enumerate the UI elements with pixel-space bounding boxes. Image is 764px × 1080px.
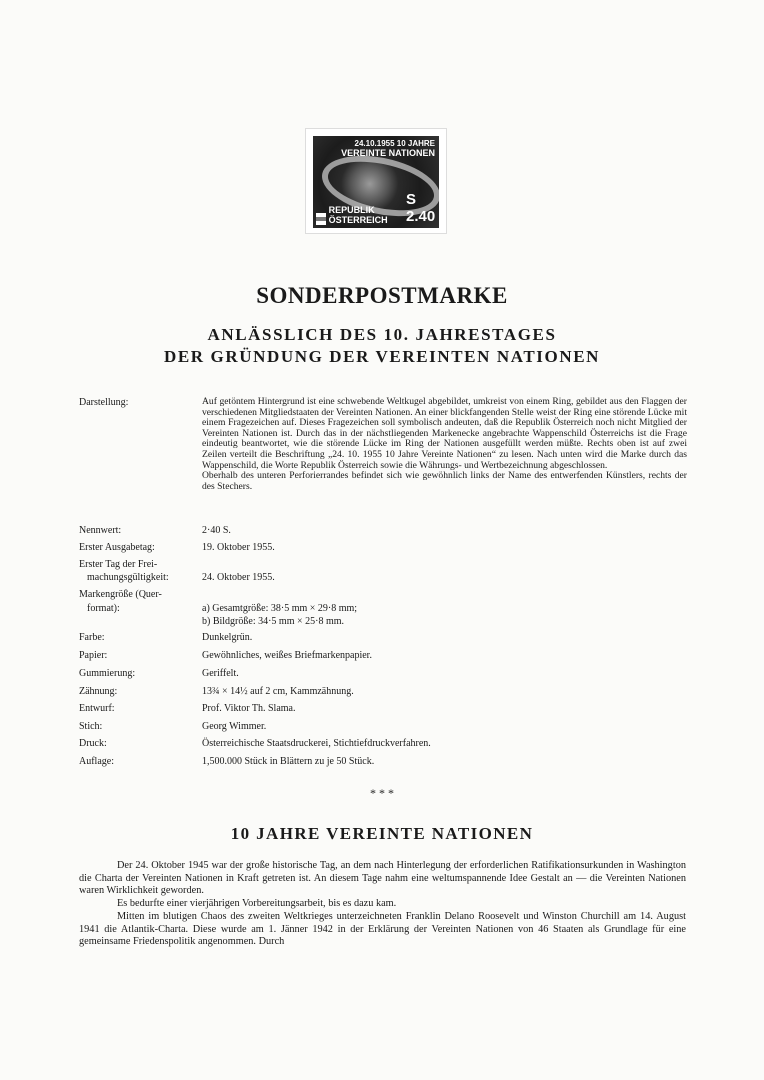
page-title: SONDERPOSTMARKE — [256, 283, 508, 308]
darstellung-text — [202, 397, 687, 492]
detail-value: 2·40 S. — [202, 525, 231, 536]
detail-label: Farbe: — [79, 632, 105, 643]
stamp-value: S 2.40 — [406, 191, 436, 225]
detail-value: Prof. Viktor Th. Slama. — [202, 703, 296, 714]
austrian-shield-icon — [316, 213, 326, 225]
subtitle-1: ANLÄSSLICH DES 10. JAHRESTAGES — [207, 325, 557, 344]
detail-label: Papier: — [79, 650, 108, 661]
paragraph: Der 24. Oktober 1945 war der große historische Tag, an dem nach Hinterlegung der erforderlichen Ratifikationsurkunden in Washington die Charta der Vereinten Nationen in Kraft getreten ist. An diesem Tage nahm eine weltumspannende Idee Gestalt an — die Vereinten Nationen waren Wirklichkeit geworden. — [79, 860, 686, 897]
detail-value: 13¾ × 14½ auf 2 cm, Kammzähnung. — [202, 686, 354, 697]
detail-value: Geriffelt. — [202, 668, 239, 679]
description-note: Oberhalb des unteren Perforierrandes befindet sich wie gewöhnlich links der Name des entwerfenden Künstlers, rechts der des Stechers. — [202, 470, 687, 492]
darstellung-label: Darstellung: — [79, 397, 129, 408]
detail-value: Georg Wimmer. — [202, 721, 267, 732]
detail-value: Österreichische Staatsdruckerei, Stichtiefdruckverfahren. — [202, 738, 431, 749]
detail-label: Erster Ausgabetag: — [79, 542, 155, 553]
detail-label-cont: machungsgültigkeit: — [87, 572, 169, 583]
subtitle-2: DER GRÜNDUNG DER VEREINTEN NATIONEN — [163, 347, 601, 366]
detail-label: Zähnung: — [79, 686, 118, 697]
body-text — [79, 860, 686, 949]
stamp-country: REPUBLIK ÖSTERREICH — [328, 205, 388, 225]
detail-value: Dunkelgrün. — [202, 632, 253, 643]
detail-value: 1,500.000 Stück in Blättern zu je 50 Stück. — [202, 756, 375, 767]
detail-label: Stich: — [79, 721, 103, 732]
detail-label: Erster Tag der Frei- — [79, 559, 158, 570]
section-title: 10 JAHRE VEREINTE NATIONEN — [230, 824, 534, 843]
detail-value: 19. Oktober 1955. — [202, 542, 275, 553]
separator-stars: * * * — [370, 786, 394, 800]
detail-value: Gewöhnliches, weißes Briefmarkenpapier. — [202, 650, 372, 661]
detail-label: Entwurf: — [79, 703, 115, 714]
detail-label: Gummierung: — [79, 668, 136, 679]
detail-label: Nennwert: — [79, 525, 122, 536]
detail-value-cont: b) Bildgröße: 34·5 mm × 25·8 mm. — [202, 616, 345, 627]
detail-label: Druck: — [79, 738, 107, 749]
paragraph: Mitten im blutigen Chaos des zweiten Weltkrieges unterzeichneten Franklin Delano Roosevelt und Winston Churchill am 14. August 1941 die Atlantik-Charta. Diese wurde am 1. Jänner 1942 in der Erklärung der Vereinten Nationen von 46 Staaten als Grundlage für eine gemeinsame Friedenspolitik angenommen. Durch — [79, 910, 686, 948]
detail-label-cont: format): — [87, 603, 120, 614]
detail-label: Markengröße (Quer- — [79, 589, 162, 600]
stamp-image — [305, 128, 447, 234]
detail-value: a) Gesamtgröße: 38·5 mm × 29·8 mm; — [202, 603, 358, 614]
stamp-date: 24.10.1955 10 JAHRE — [354, 139, 435, 148]
paragraph: Es bedurfte einer vierjährigen Vorbereitungsarbeit, bis es dazu kam. — [117, 898, 397, 910]
detail-value: 24. Oktober 1955. — [202, 572, 275, 583]
detail-label: Auflage: — [79, 756, 114, 767]
stamp-caption: VEREINTE NATIONEN — [341, 148, 435, 158]
description-paragraph: Auf getöntem Hintergrund ist eine schwebende Weltkugel abgebildet, umkreist von einem Ring, gebildet aus den Flaggen der verschiedenen Mitgliedstaaten der Vereinten Nationen. An einer blickfangenden Stelle weist der Ring eine störende Lücke mit einem Fragezeichen auf. Dieses Fragezeichen soll symbolisch andeuten, daß die Republik Österreich noch nicht Mitglied der Vereinten Nationen ist. Durch das in der nächstliegenden Markenecke angebrachte Wappenschild Österreichs ist die Frage eindeutig beantwortet, wie die störende Lücke im Ring der Nationen ausgefüllt werden müßte. Rechts oben ist auf zwei Zeilen verteilt die Beschriftung „24. 10. 1955 10 Jahre Vereinte Nationen“ zu lesen. Nach unten wird die Marke durch das Wappenschild, die Worte Republik Österreich sowie die Währungs- und Wertbezeichnung abgeschlossen. — [202, 396, 687, 471]
